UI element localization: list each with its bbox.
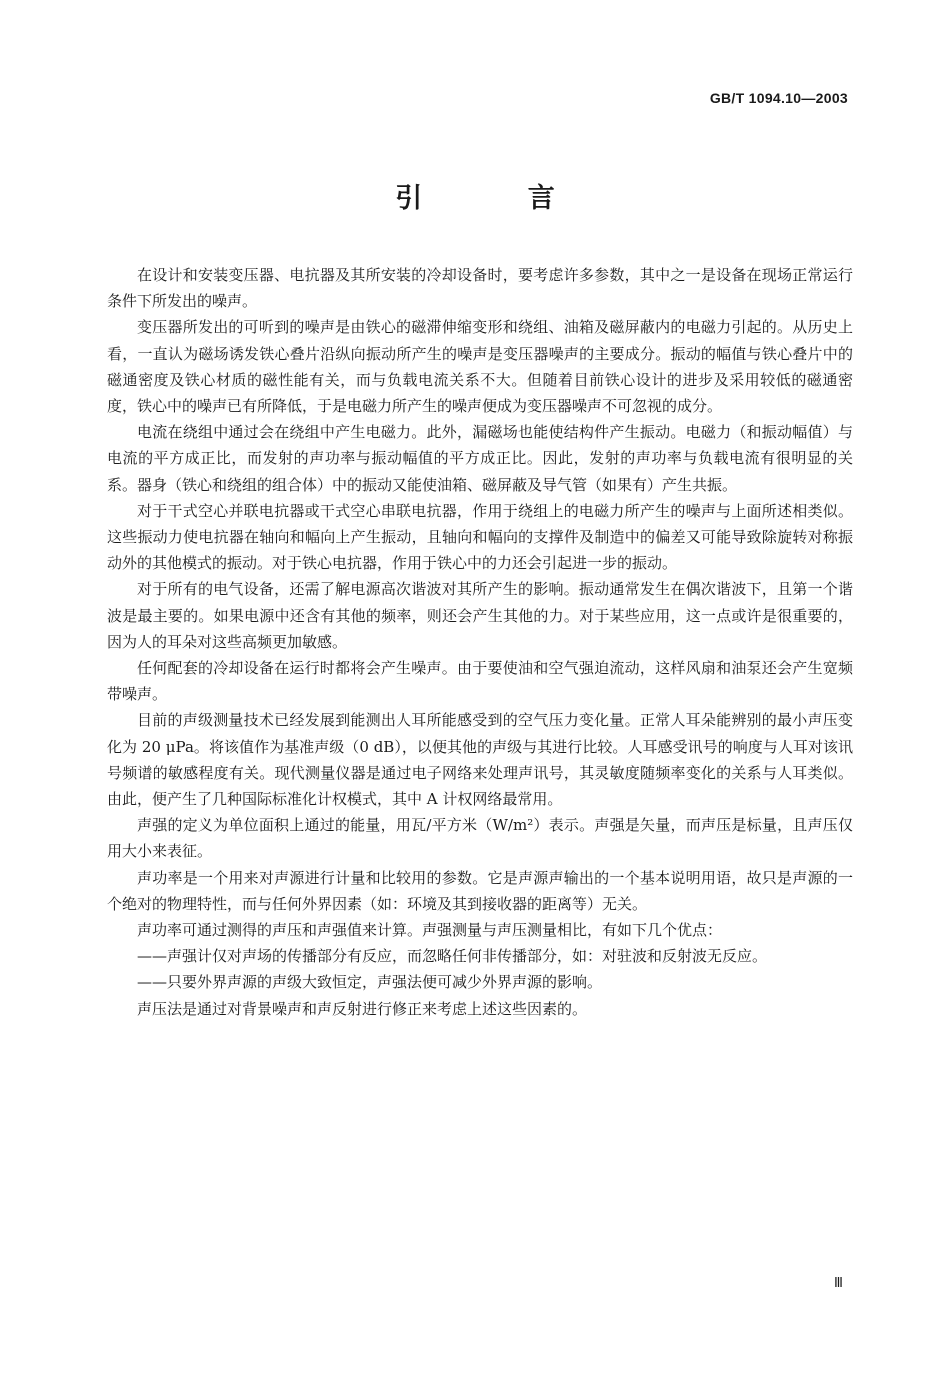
paragraph: 对于干式空心并联电抗器或干式空心串联电抗器，作用于绕组上的电磁力所产生的噪声与上面所述相类似。这些振动力使电抗器在轴向和幅向上产生振动，且轴向和幅向的支撑件及制造中的偏差又可能导致除旋转对称振动外的其他模式的振动。对于铁心电抗器，作用于铁心中的力还会引起进一步的振动。 bbox=[107, 501, 853, 573]
paragraph: 变压器所发出的可听到的噪声是由铁心的磁滞伸缩变形和绕组、油箱及磁屏蔽内的电磁力引起的。从历史上看，一直认为磁场诱发铁心叠片沿纵向振动所产生的噪声是变压器噪声的主要成分。振动的幅值与铁心叠片中的磁通密度及铁心材质的磁性能有关，而与负载电流关系不大。但随着目前铁心设计的进步及采用较低的磁通密度，铁心中的噪声已有所降低，于是电磁力所产生的噪声便成为变压器噪声不可忽视的成分。 bbox=[107, 318, 853, 416]
body-text bbox=[107, 262, 853, 1022]
paragraph: 声功率是一个用来对声源进行计量和比较用的参数。它是声源声输出的一个基本说明用语，故只是声源的一个绝对的物理特性，而与任何外界因素（如：环境及其到接收器的距离等）无关。 bbox=[107, 868, 853, 913]
list-item: ——只要外界声源的声级大致恒定，声强法便可减少外界声源的影响。 bbox=[137, 973, 603, 992]
standard-code: GB/T 1094.10—2003 bbox=[709, 90, 848, 106]
paragraph: 对于所有的电气设备，还需了解电源高次谐波对其所产生的影响。振动通常发生在偶次谐波下，且第一个谐波是最主要的。如果电源中还含有其他的频率，则还会产生其他的力。对于某些应用，这一点或许是很重要的，因为人的耳朵对这些高频更加敏感。 bbox=[107, 580, 853, 651]
paragraph: 电流在绕组中通过会在绕组中产生电磁力。此外，漏磁场也能使结构件产生振动。电磁力（和振动幅值）与电流的平方成正比，而发射的声功率与振动幅值的平方成正比。因此，发射的声功率与负载电流有很明显的关系。器身（铁心和绕组的组合体）中的振动又能使油箱、磁屏蔽及导气管（如果有）产生共振。 bbox=[107, 423, 853, 494]
paragraph: 目前的声级测量技术已经发展到能测出人耳所能感受到的空气压力变化量。正常人耳朵能辨别的最小声压变化为 20 μPa。将该值作为基准声级（0 dB），以便其他的声级与其进行比较。人耳感受讯号的响度与人耳对该讯号频谱的敏感程度有关。现代测量仪器是通过电子网络来处理声讯号，其灵敏度随频率变化的关系与人耳类似。由此，便产生了几种国际标准化计权模式，其中 A 计权网络最常用。 bbox=[107, 711, 853, 809]
page-number: Ⅲ bbox=[834, 1276, 843, 1291]
page-title: 引 言 bbox=[395, 183, 603, 214]
paragraph: 声功率可通过测得的声压和声强值来计算。声强测量与声压测量相比，有如下几个优点： bbox=[137, 921, 723, 940]
paragraph: 在设计和安装变压器、电抗器及其所安装的冷却设备时，要考虑许多参数，其中之一是设备在现场正常运行条件下所发出的噪声。 bbox=[107, 266, 853, 311]
paragraph: 声压法是通过对背景噪声和声反射进行修正来考虑上述这些因素的。 bbox=[137, 999, 588, 1018]
paragraph: 声强的定义为单位面积上通过的能量，用瓦/平方米（W/m²）表示。声强是矢量，而声压是标量，且声压仅用大小来表征。 bbox=[107, 816, 853, 861]
paragraph: 任何配套的冷却设备在运行时都将会产生噪声。由于要使油和空气强迫流动，这样风扇和油泵还会产生宽频带噪声。 bbox=[107, 659, 853, 704]
list-item: ——声强计仅对声场的传播部分有反应，而忽略任何非传播部分，如：对驻波和反射波无反应。 bbox=[137, 947, 768, 966]
